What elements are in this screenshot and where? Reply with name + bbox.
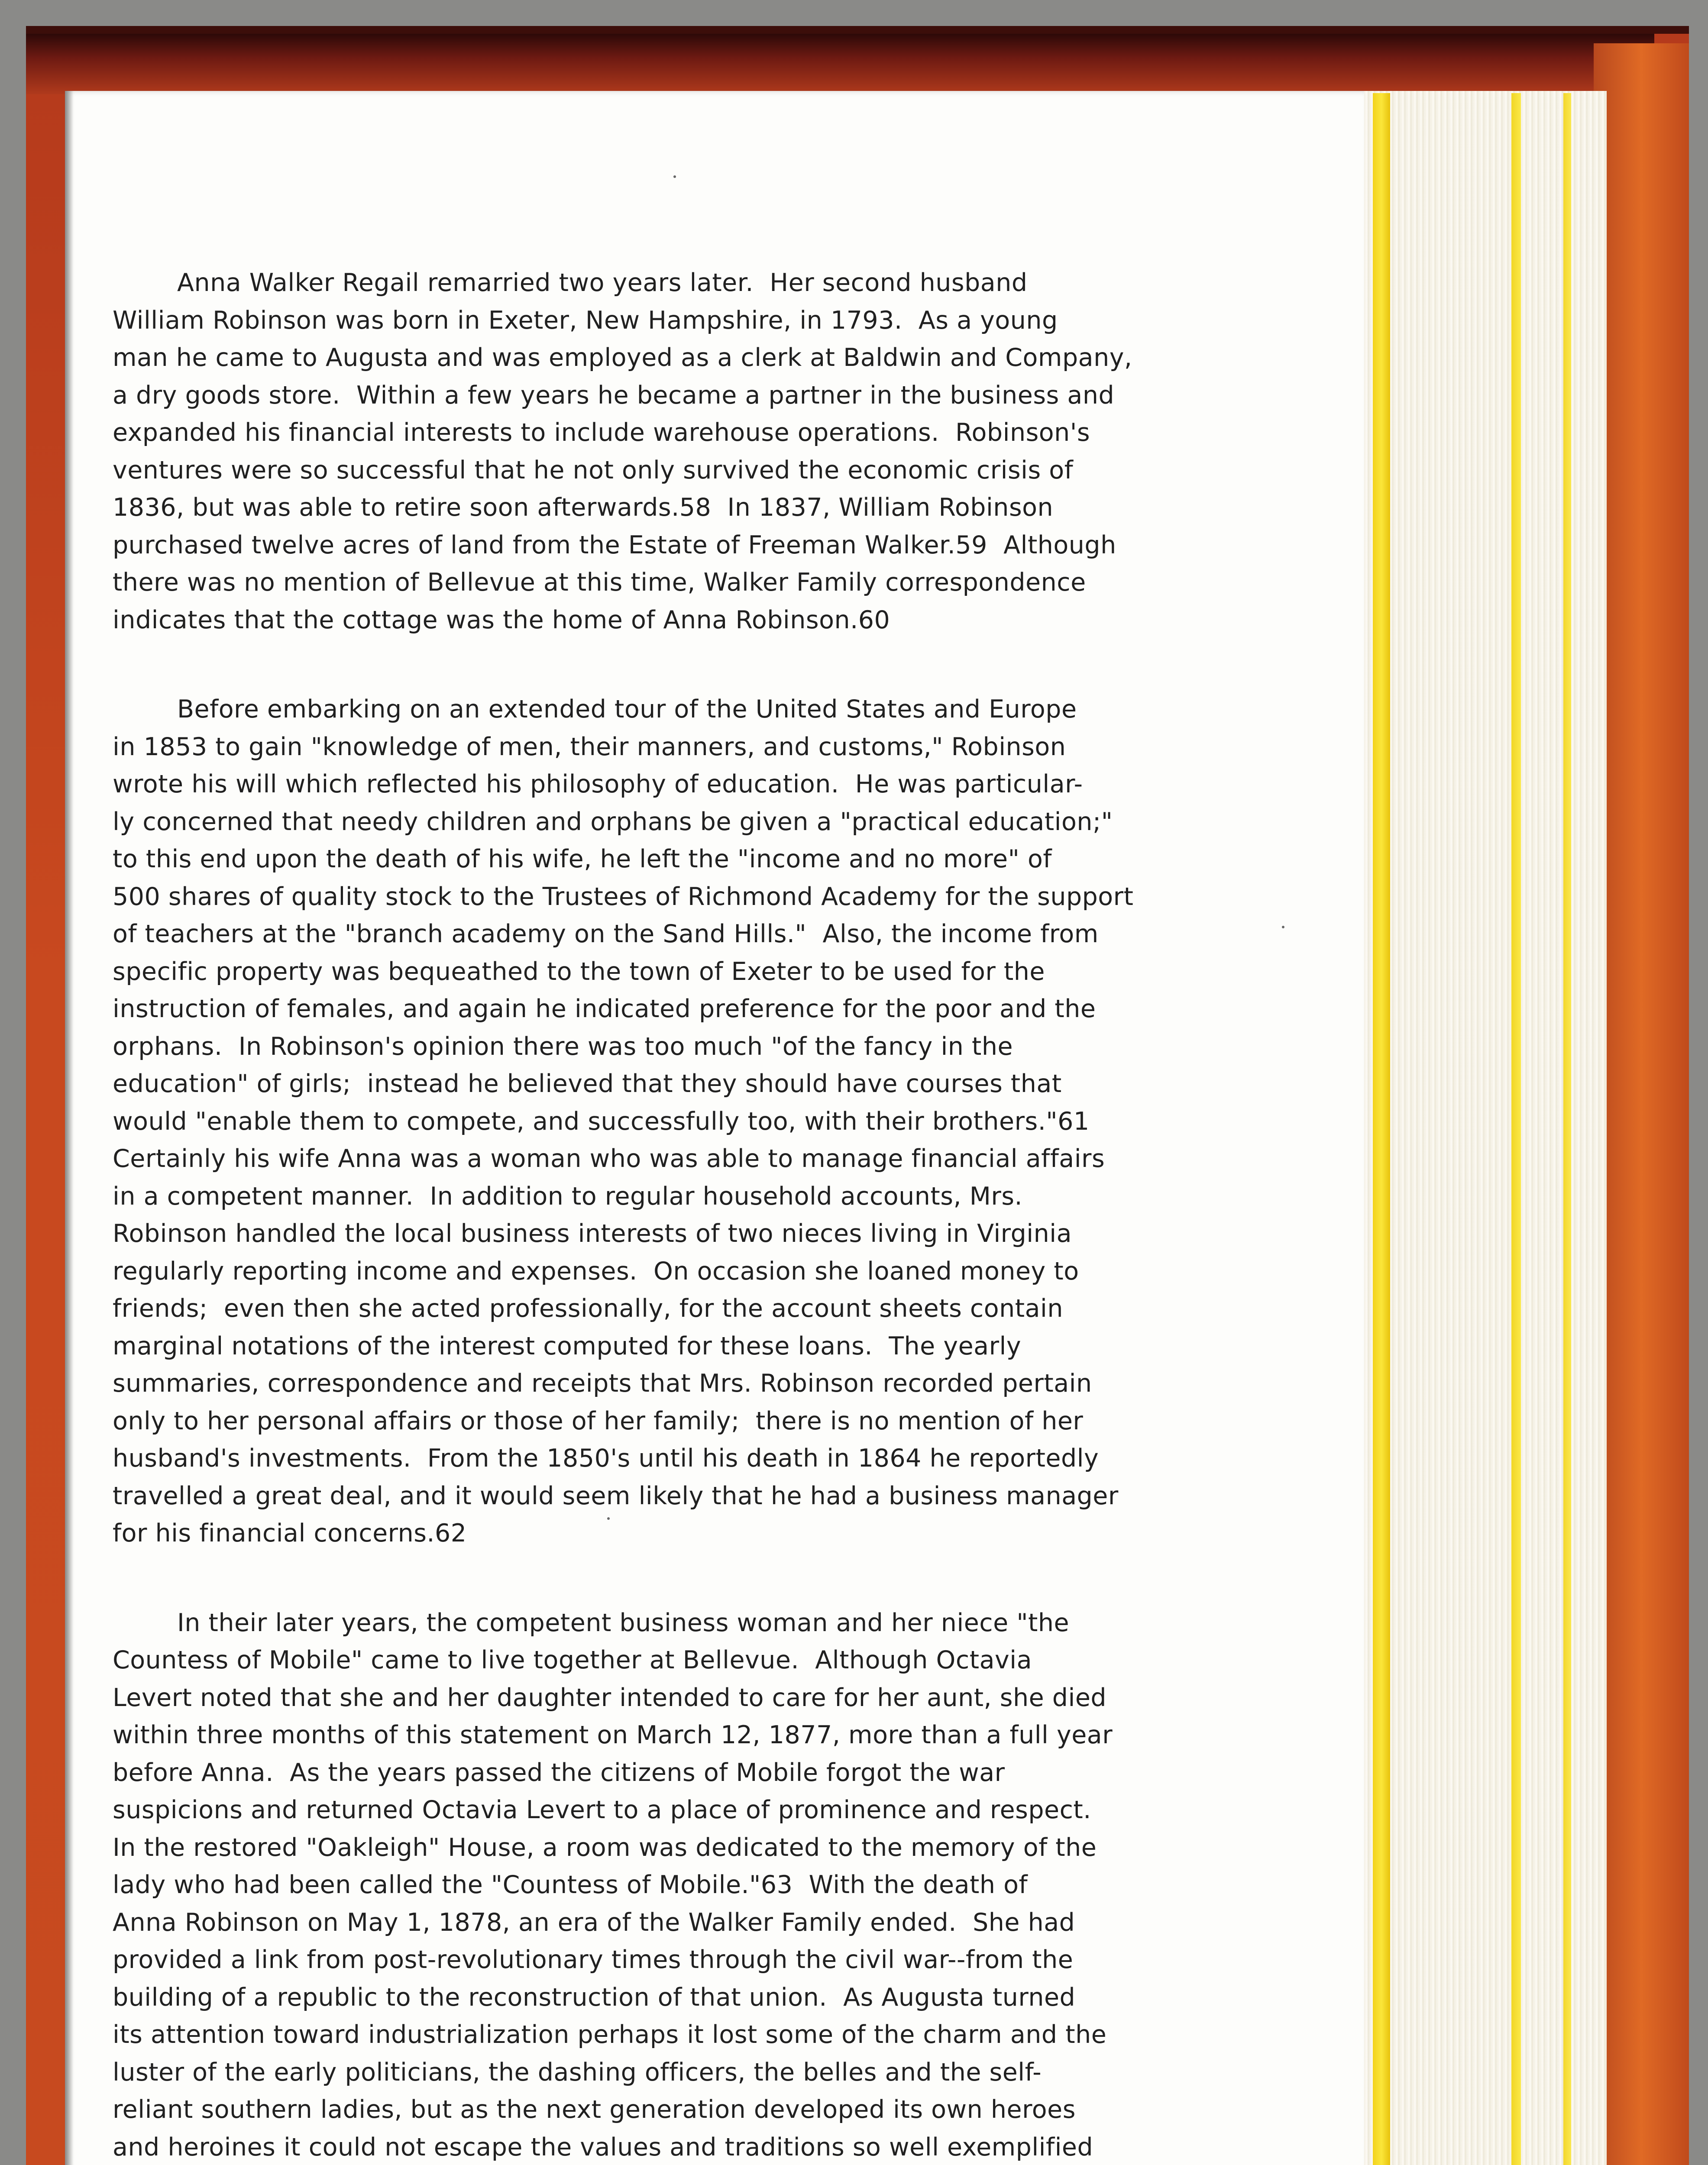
- text-line: would "enable them to compete, and successfully too, with their brothers."61: [113, 1107, 1090, 1136]
- text-line: before Anna. As the years passed the citizens of Mobile forgot the war: [113, 1758, 1005, 1787]
- page-speck: [673, 175, 676, 178]
- text-line: 1836, but was able to retire soon afterwards.58 In 1837, William Robinson: [113, 493, 1054, 522]
- page-speck: [1282, 926, 1284, 928]
- text-line: its attention toward industrialization perhaps it lost some of the charm and the: [113, 2020, 1107, 2049]
- text-line: orphans. In Robinson's opinion there was too much "of the fancy in the: [113, 1032, 1013, 1061]
- text-line: a dry goods store. Within a few years he became a partner in the business and: [113, 381, 1115, 410]
- text-line: summaries, correspondence and receipts that Mrs. Robinson recorded pertain: [113, 1369, 1092, 1398]
- text-line: ly concerned that needy children and orphans be given a "practical education;": [113, 807, 1113, 836]
- text-line: in 1853 to gain "knowledge of men, their manners, and customs," Robinson: [113, 732, 1066, 761]
- text-line: reliant southern ladies, but as the next generation developed its own heroes: [113, 2095, 1076, 2124]
- text-line: William Robinson was born in Exeter, New Hampshire, in 1793. As a young: [113, 306, 1058, 335]
- text-line: travelled a great deal, and it would seem likely that he had a business manager: [113, 1481, 1119, 1510]
- text-line: only to her personal affairs or those of her family; there is no mention of her: [113, 1406, 1084, 1435]
- book-cover-top-edge: [26, 34, 1654, 94]
- text-line: regularly reporting income and expenses. On occasion she loaned money to: [113, 1257, 1079, 1286]
- text-line: specific property was bequeathed to the town of Exeter to be used for the: [113, 957, 1045, 986]
- text-line: and heroines it could not escape the values and traditions so well exemplified: [113, 2133, 1093, 2162]
- paragraph-3: [113, 1604, 1187, 2165]
- paragraph-2: [113, 691, 1187, 1552]
- page-edge-highlight: [1373, 93, 1390, 2165]
- body-text: [113, 264, 1187, 2165]
- text-line: building of a republic to the reconstruction of that union. As Augusta turned: [113, 1983, 1076, 2012]
- text-line: instruction of females, and again he indicated preference for the poor and the: [113, 995, 1096, 1023]
- text-line: Before embarking on an extended tour of the United States and Europe: [113, 695, 1077, 724]
- page-edge-highlight: [1563, 93, 1571, 2165]
- text-line: luster of the early politicians, the dashing officers, the belles and the self-: [113, 2058, 1042, 2087]
- text-line: provided a link from post-revolutionary times through the civil war--from the: [113, 1945, 1074, 1974]
- text-line: husband's investments. From the 1850's until his death in 1864 he reportedly: [113, 1444, 1099, 1473]
- text-line: marginal notations of the interest computed for these loans. The yearly: [113, 1331, 1022, 1360]
- text-line: lady who had been called the "Countess of Mobile."63 With the death of: [113, 1871, 1028, 1899]
- text-line: 500 shares of quality stock to the Trustees of Richmond Academy for the support: [113, 882, 1134, 911]
- page-edge-highlight: [1511, 93, 1521, 2165]
- text-line: Robinson handled the local business interests of two nieces living in Virginia: [113, 1219, 1072, 1248]
- text-line: in a competent manner. In addition to regular household accounts, Mrs.: [113, 1182, 1023, 1211]
- text-line: Anna Robinson on May 1, 1878, an era of the Walker Family ended. She had: [113, 1908, 1075, 1937]
- text-line: indicates that the cottage was the home of Anna Robinson.60: [113, 605, 890, 634]
- paragraph-1: [113, 264, 1187, 639]
- text-line: man he came to Augusta and was employed as a clerk at Baldwin and Company,: [113, 343, 1132, 372]
- text-line: education" of girls; instead he believed that they should have courses that: [113, 1070, 1062, 1098]
- text-line: purchased twelve acres of land from the Estate of Freeman Walker.59 Although: [113, 530, 1116, 559]
- text-line: friends; even then she acted professionally, for the account sheets contain: [113, 1294, 1063, 1323]
- text-line: ventures were so successful that he not only survived the economic crisis of: [113, 456, 1074, 485]
- book-cover-right-edge: [1594, 43, 1689, 2165]
- text-line: suspicions and returned Octavia Levert to a place of prominence and respect.: [113, 1796, 1091, 1824]
- text-line: expanded his financial interests to include warehouse operations. Robinson's: [113, 418, 1090, 447]
- text-line: to this end upon the death of his wife, he left the "income and no more" of: [113, 845, 1052, 873]
- text-line: Certainly his wife Anna was a woman who was able to manage financial affairs: [113, 1144, 1105, 1173]
- text-line: In the restored "Oakleigh" House, a room was dedicated to the memory of the: [113, 1833, 1097, 1862]
- text-line: In their later years, the competent business woman and her niece "the: [113, 1608, 1070, 1637]
- text-line: for his financial concerns.62: [113, 1519, 467, 1548]
- text-line: of teachers at the "branch academy on the Sand Hills." Also, the income from: [113, 920, 1099, 948]
- text-line: there was no mention of Bellevue at this time, Walker Family correspondence: [113, 568, 1086, 597]
- page-gutter-shadow: [65, 91, 74, 2165]
- text-line: Anna Walker Regail remarried two years later. Her second husband: [113, 268, 1028, 297]
- text-line: wrote his will which reflected his philosophy of education. He was particular-: [113, 770, 1083, 798]
- text-line: within three months of this statement on March 12, 1877, more than a full year: [113, 1721, 1113, 1749]
- text-line: Countess of Mobile" came to live together at Bellevue. Although Octavia: [113, 1646, 1032, 1674]
- text-line: Levert noted that she and her daughter intended to care for her aunt, she died: [113, 1683, 1107, 1712]
